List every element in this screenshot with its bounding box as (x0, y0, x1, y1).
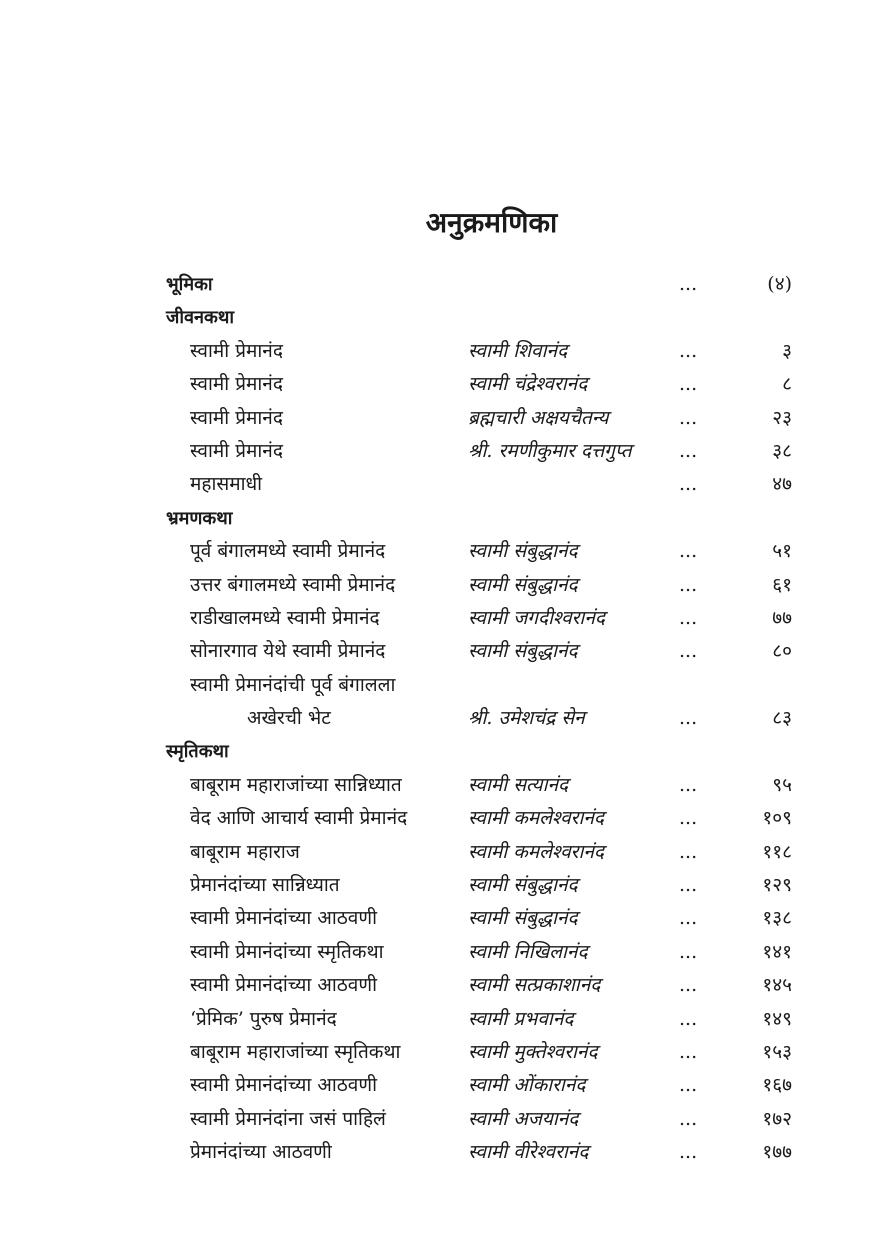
toc-section-heading (0, 301, 875, 334)
entry-author: स्वामी कमलेश्वरानंद (468, 807, 604, 830)
toc-entry (0, 435, 875, 468)
toc-entry (0, 1036, 875, 1069)
entry-title: स्वामी प्रेमानंदांची पूर्व बंगालला (190, 673, 396, 696)
page-number: ११८ (762, 840, 792, 863)
page-number: ५१ (772, 540, 792, 563)
toc-entry (0, 702, 875, 735)
page-number: १३८ (762, 907, 792, 930)
entry-author: ब्रह्मचारी अक्षयचैतन्य (468, 406, 609, 429)
entry-author: स्वामी शिवानंद (468, 339, 568, 362)
entry-title: वेद आणि आचार्य स्वामी प्रेमानंद (190, 807, 408, 830)
page-number: १५३ (762, 1040, 792, 1063)
leader-dots: ... (679, 473, 698, 496)
leader-dots: ... (679, 273, 698, 295)
entry-title: प्रेमानंदांच्या सान्निध्यात (190, 874, 340, 897)
page-number: १६७ (762, 1074, 792, 1097)
toc-entry (0, 836, 875, 869)
leader-dots: ... (679, 974, 698, 997)
leader-dots: ... (679, 640, 698, 663)
leader-dots: ... (679, 339, 698, 362)
page-number: १२९ (762, 874, 792, 897)
section-title: स्मृतिकथा (166, 741, 229, 763)
toc-entry (0, 1069, 875, 1102)
page-number: ८ (782, 373, 792, 396)
entry-title: स्वामी प्रेमानंदांच्या आठवणी (190, 907, 378, 930)
entry-title: महासमाधी (190, 473, 263, 496)
toc-entry (0, 869, 875, 902)
leader-dots: ... (679, 406, 698, 429)
entry-author: स्वामी जगदीश्वरानंद (468, 606, 605, 629)
entry-title: स्वामी प्रेमानंद (190, 339, 283, 362)
toc-entry (0, 602, 875, 635)
page-number: ८० (772, 640, 792, 663)
toc-entry (0, 535, 875, 568)
page-number: ४७ (772, 473, 792, 496)
entry-author: स्वामी चंद्रेश्वरानंद (468, 373, 588, 396)
leader-dots: ... (679, 1007, 698, 1030)
toc-entry (0, 936, 875, 969)
toc-entry (0, 969, 875, 1002)
page-number: १४१ (762, 940, 792, 963)
entry-title: ‘प्रेमिक’ पुरुष प्रेमानंद (190, 1007, 337, 1030)
leader-dots: ... (679, 807, 698, 830)
leader-dots: ... (679, 540, 698, 563)
page-number: २३ (772, 406, 792, 429)
entry-title: स्वामी प्रेमानंद (190, 406, 283, 429)
entry-title: स्वामी प्रेमानंदांच्या आठवणी (190, 1074, 378, 1097)
page-number: १७७ (762, 1141, 792, 1164)
page-number: १७२ (762, 1107, 792, 1130)
table-of-contents (0, 268, 875, 1170)
toc-entry (0, 802, 875, 835)
leader-dots: ... (679, 1040, 698, 1063)
leader-dots: ... (679, 1107, 698, 1130)
toc-entry (0, 635, 875, 668)
toc-entry (0, 902, 875, 935)
leader-dots: ... (679, 573, 698, 596)
entry-author: स्वामी संबुद्धानंद (468, 540, 578, 563)
page-number: (४) (767, 273, 792, 295)
toc-entry (0, 1136, 875, 1169)
entry-author: स्वामी अजयानंद (468, 1107, 579, 1130)
leader-dots: ... (679, 439, 698, 462)
entry-title: स्वामी प्रेमानंदांच्या स्मृतिकथा (190, 940, 384, 963)
toc-entry (0, 335, 875, 368)
page-number: १४९ (762, 1007, 792, 1030)
entry-author: श्री. उमेशचंद्र सेन (468, 707, 585, 730)
page-number: ८३ (772, 707, 792, 730)
entry-title: बाबूराम महाराजांच्या सान्निध्यात (190, 773, 402, 796)
toc-entry (0, 569, 875, 602)
entry-author: स्वामी कमलेश्वरानंद (468, 840, 604, 863)
toc-section-heading (0, 735, 875, 768)
entry-title: स्वामी प्रेमानंदांच्या आठवणी (190, 974, 378, 997)
section-title: भूमिका (166, 274, 213, 295)
entry-author: स्वामी संबुद्धानंद (468, 907, 578, 930)
entry-author: स्वामी मुक्तेश्वरानंद (468, 1040, 598, 1063)
section-title: भ्रमणकथा (166, 507, 233, 529)
entry-author: स्वामी ओंकारानंद (468, 1074, 586, 1097)
entry-author: स्वामी सत्प्रकाशानंद (468, 974, 601, 997)
entry-author: स्वामी वीरेश्वरानंद (468, 1141, 589, 1164)
leader-dots: ... (679, 1141, 698, 1164)
page-number: ३ (782, 339, 792, 362)
entry-title: प्रेमानंदांच्या आठवणी (190, 1141, 332, 1164)
entry-author: स्वामी प्रभवानंद (468, 1007, 574, 1030)
toc-entry (0, 1103, 875, 1136)
page-number: ६१ (772, 573, 792, 596)
entry-title: अखेरची भेट (247, 707, 331, 730)
entry-author: स्वामी संबुद्धानंद (468, 874, 578, 897)
leader-dots: ... (679, 373, 698, 396)
entry-author: श्री. रमणीकुमार दत्तगुप्त (468, 439, 632, 462)
page-number: ३८ (772, 439, 792, 462)
toc-entry (0, 1003, 875, 1036)
entry-title: उत्तर बंगालमध्ये स्वामी प्रेमानंद (190, 573, 396, 596)
entry-title: स्वामी प्रेमानंदांना जसं पाहिलं (190, 1107, 386, 1130)
entry-title: बाबूराम महाराज (190, 840, 300, 863)
entry-title: पूर्व बंगालमध्ये स्वामी प्रेमानंद (190, 540, 386, 563)
toc-section-heading (0, 268, 875, 301)
entry-title: स्वामी प्रेमानंद (190, 439, 283, 462)
leader-dots: ... (679, 840, 698, 863)
entry-author: स्वामी संबुद्धानंद (468, 573, 578, 596)
entry-title: बाबूराम महाराजांच्या स्मृतिकथा (190, 1040, 401, 1063)
entry-title: राडीखालमध्ये स्वामी प्रेमानंद (190, 606, 380, 629)
section-title: जीवनकथा (166, 307, 235, 329)
leader-dots: ... (679, 874, 698, 897)
leader-dots: ... (679, 907, 698, 930)
leader-dots: ... (679, 1074, 698, 1097)
page-number: ७७ (772, 606, 792, 629)
leader-dots: ... (679, 773, 698, 796)
page-number: १०९ (762, 807, 792, 830)
toc-entry (0, 669, 875, 702)
page-number: १४५ (762, 974, 792, 997)
entry-author: स्वामी निखिलानंद (468, 940, 588, 963)
toc-entry (0, 769, 875, 802)
leader-dots: ... (679, 940, 698, 963)
entry-author: स्वामी सत्यानंद (468, 773, 569, 796)
entry-title: स्वामी प्रेमानंद (190, 373, 283, 396)
page-number: ९५ (772, 773, 792, 796)
toc-entry (0, 402, 875, 435)
entry-title: सोनारगाव येथे स्वामी प्रेमानंद (190, 640, 386, 663)
page-title: अनुक्रमणिका (425, 206, 558, 239)
toc-entry (0, 368, 875, 401)
leader-dots: ... (679, 707, 698, 730)
toc-section-heading (0, 502, 875, 535)
toc-entry (0, 468, 875, 501)
entry-author: स्वामी संबुद्धानंद (468, 640, 578, 663)
leader-dots: ... (679, 606, 698, 629)
